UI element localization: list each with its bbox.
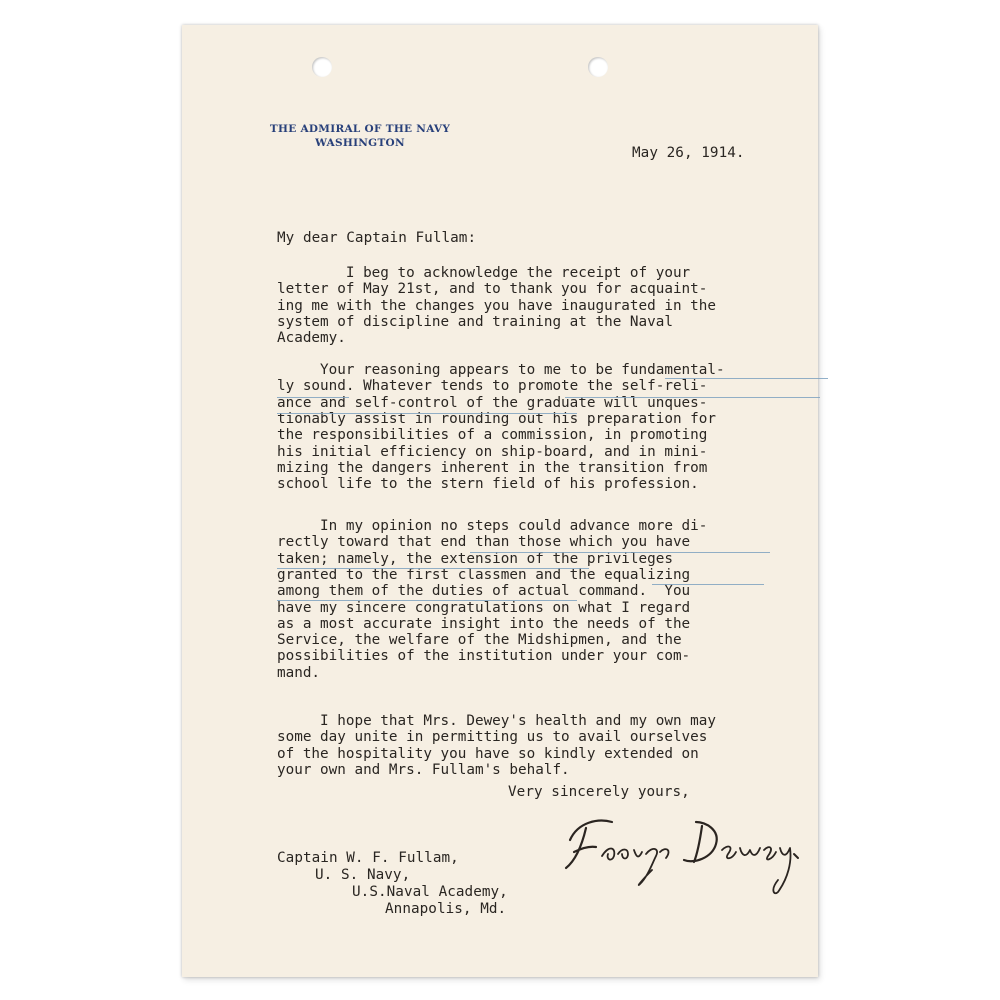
body-line: taken; namely, the extension of the privileges bbox=[277, 550, 673, 567]
letter-date: May 26, 1914. bbox=[632, 145, 745, 161]
body-line: among them of the duties of actual command. You bbox=[277, 583, 691, 600]
pencil-underline bbox=[277, 600, 577, 601]
body-line: I hope that Mrs. Dewey's health and my own may bbox=[277, 713, 716, 729]
letterhead-line-1: THE ADMIRAL OF THE NAVY bbox=[269, 123, 451, 135]
body-line: Academy. bbox=[277, 330, 346, 347]
salutation: My dear Captain Fullam: bbox=[277, 230, 477, 246]
body-line: ing me with the changes you have inaugurated in the bbox=[277, 297, 716, 314]
body-line: have my sincere congratulations on what I regard bbox=[277, 599, 691, 616]
body-line: of the hospitality you have so kindly extended on bbox=[277, 745, 699, 762]
punch-hole-left bbox=[312, 57, 332, 77]
pencil-underline bbox=[470, 552, 770, 553]
body-line: tionably assist in rounding out his preparation for bbox=[277, 410, 716, 427]
address-line-2: U. S. Navy, bbox=[315, 867, 411, 883]
body-line: some day unite in permitting us to avail ourselves bbox=[277, 729, 708, 746]
pencil-underline bbox=[277, 413, 577, 414]
body-line: as a most accurate insight into the needs of the bbox=[277, 615, 691, 632]
address-line-4: Annapolis, Md. bbox=[385, 901, 507, 917]
address-line-1: Captain W. F. Fullam, bbox=[277, 850, 459, 866]
punch-hole-right bbox=[588, 57, 608, 77]
body-line: system of discipline and training at the Naval bbox=[277, 313, 673, 330]
body-line: rectly toward that end than those which you have bbox=[277, 534, 691, 551]
pencil-underline bbox=[652, 584, 764, 585]
address-line-3: U.S.Naval Academy, bbox=[352, 884, 508, 900]
pencil-underline bbox=[277, 397, 349, 398]
body-line: mand. bbox=[277, 664, 321, 681]
pencil-underline bbox=[277, 568, 589, 569]
signature bbox=[556, 800, 846, 900]
body-line: the responsibilities of a commission, in promoting bbox=[277, 427, 708, 444]
body-line: possibilities of the institution under your com- bbox=[277, 648, 691, 665]
closing: Very sincerely yours, bbox=[508, 784, 690, 800]
body-line: ance and self-control of the graduate will unques- bbox=[277, 394, 708, 411]
pencil-underline bbox=[665, 378, 828, 379]
body-line: Service, the welfare of the Midshipmen, and the bbox=[277, 632, 682, 649]
body-line: school life to the stern field of his profession. bbox=[277, 476, 699, 493]
body-line: Your reasoning appears to me to be fundamental- bbox=[277, 362, 725, 378]
body-line: his initial efficiency on ship-board, and in mini- bbox=[277, 443, 708, 460]
body-line: letter of May 21st, and to thank you for acquaint- bbox=[277, 281, 708, 298]
pencil-underline bbox=[565, 397, 820, 398]
body-line: ly sound. Whatever tends to promote the self-reli- bbox=[277, 378, 708, 395]
body-line: your own and Mrs. Fullam's behalf. bbox=[277, 761, 570, 778]
body-line: mizing the dangers inherent in the transition from bbox=[277, 459, 708, 476]
letterhead-line-2: WASHINGTON bbox=[315, 137, 405, 149]
body-line: granted to the first classmen and the equalizing bbox=[277, 566, 691, 583]
body-line: I beg to acknowledge the receipt of your bbox=[277, 265, 691, 281]
body-line: In my opinion no steps could advance more di- bbox=[277, 518, 708, 534]
